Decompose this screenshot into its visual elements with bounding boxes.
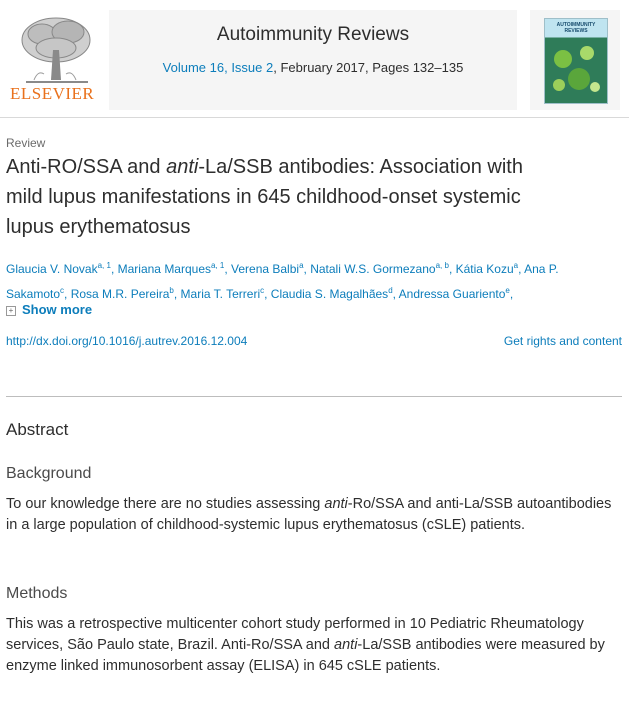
background-paragraph	[6, 494, 618, 536]
author-link[interactable]: Glaucia V. Novak	[6, 262, 98, 276]
methods-text-1: This was a retrospective multicenter cohort study performed in 10 Pediatric Rheumatology services, São Paulo state, Brazil. Anti-Ro/SSA and	[6, 616, 584, 653]
elsevier-tree-icon	[6, 10, 106, 90]
journal-info	[109, 10, 517, 110]
author-affiliation[interactable]: a, 1	[97, 261, 111, 270]
author-affiliation[interactable]: b	[169, 286, 174, 295]
header-divider	[0, 117, 629, 118]
article-title	[6, 152, 596, 242]
section-divider	[6, 396, 622, 397]
cover-art-icon	[545, 39, 607, 103]
author-link[interactable]: Maria T. Terreri	[180, 287, 261, 301]
methods-heading: Methods	[6, 585, 68, 602]
cover-title: AUTOIMMUNITY REVIEWS	[556, 22, 596, 34]
background-text-1: To our knowledge there are no studies assessing	[6, 496, 325, 512]
author-affiliation[interactable]: c	[260, 286, 265, 295]
author-link[interactable]: Rosa M.R. Pereira	[70, 287, 170, 301]
author-affiliation[interactable]: c	[60, 286, 65, 295]
author-link[interactable]: Andressa Guariento	[398, 287, 506, 301]
author-affiliation[interactable]: a, b	[435, 261, 449, 270]
journal-issue-info	[109, 60, 517, 75]
author-affiliation[interactable]: a	[299, 261, 304, 270]
background-text-2: -Ro/SSA and anti-La/SSB autoantibodies in a large population of childhood-systemic lupus erythematosus (cSLE) patients.	[6, 496, 612, 533]
issue-date-pages: , February 2017, Pages 132–135	[273, 60, 464, 75]
author-link[interactable]: Claudia S. Magalhães	[270, 287, 389, 301]
methods-italic: anti	[334, 637, 358, 653]
journal-header	[0, 0, 629, 118]
author-list: Glaucia V. Novak$^{a, 1}$, Mariana Marques$^{a, 1}$, Verena Balbi$^a$, Natali W.S. Gormezano$^{a, b}$, Kátia Kozu$^a$, Ana P. Sakamoto$^c$, Rosa M.R. Pereira$^b$, Maria T. Terreri$^c$, Claudia S. Magalhães$^d$, Andressa Guariento$^e$,	[6, 261, 559, 301]
publisher-logo-text: ELSEVIER	[10, 84, 95, 103]
show-more-label: Show more	[22, 302, 93, 317]
title-part-3: -La/SSB antibodies: Association with	[198, 156, 523, 178]
background-heading: Background	[6, 465, 92, 482]
volume-issue-link[interactable]: Volume 16, Issue 2	[162, 60, 274, 75]
author-link[interactable]: Ana P. Sakamoto	[6, 262, 559, 301]
author-link[interactable]: Natali W.S. Gormezano	[310, 262, 436, 276]
methods-text-2: -La/SSB antibodies were measured by enzyme linked immunosorbent assay (ELISA) in 645 cSLE patients.	[6, 637, 605, 674]
background-italic: anti	[324, 496, 348, 512]
show-more-button[interactable]	[6, 302, 92, 317]
author-affiliation[interactable]: a	[513, 261, 519, 270]
journal-cover[interactable]	[530, 10, 620, 110]
author-link[interactable]: Kátia Kozu	[455, 262, 514, 276]
author-link[interactable]: Verena Balbi	[231, 262, 300, 276]
title-part-1: Anti-RO/SSA and	[6, 156, 167, 178]
author-affiliation[interactable]: d	[388, 286, 393, 295]
plus-icon: +	[6, 306, 16, 316]
title-line-3: lupus erythematosus	[6, 216, 191, 238]
title-italic: anti	[166, 156, 199, 178]
title-line-2: mild lupus manifestations in 645 childhood-onset systemic	[6, 186, 521, 208]
article-type: Review	[6, 136, 46, 150]
methods-paragraph	[6, 614, 618, 677]
journal-title-link[interactable]: Autoimmunity Reviews	[216, 24, 410, 45]
author-link[interactable]: Mariana Marques	[117, 262, 211, 276]
cover-image	[544, 18, 608, 104]
doi-link[interactable]: http://dx.doi.org/10.1016/j.autrev.2016.12.004	[6, 334, 248, 348]
get-rights-link[interactable]: Get rights and content	[503, 334, 622, 348]
author-affiliation[interactable]: a, 1	[211, 261, 225, 270]
author-affiliation[interactable]: e	[505, 286, 510, 295]
abstract-heading: Abstract	[6, 420, 69, 439]
